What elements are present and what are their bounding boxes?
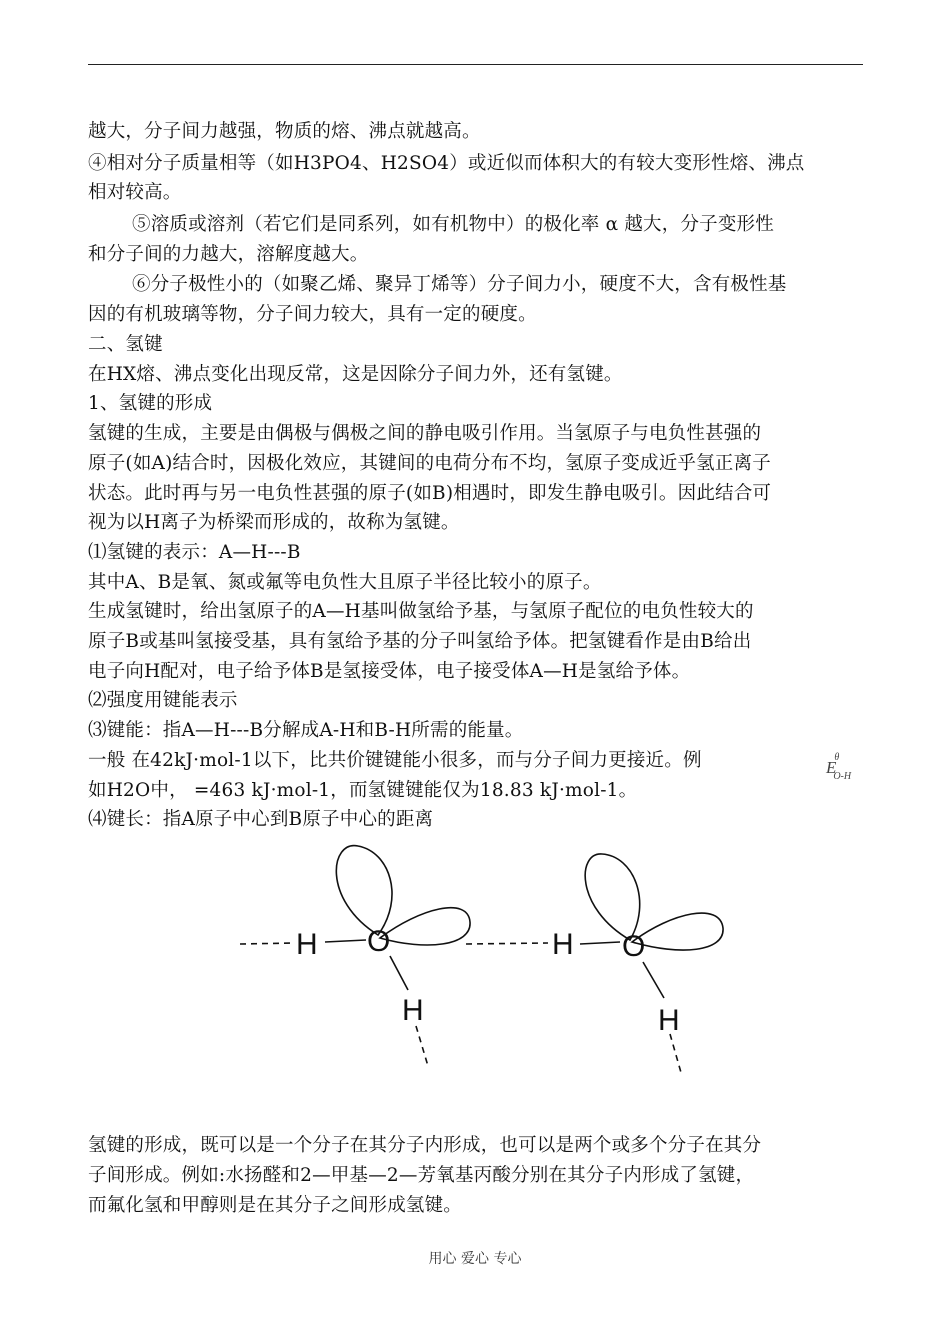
text-line: 原子(如A)结合时，因极化效应，其键间的电荷分布不均，氢原子变成近乎氢正离子: [88, 453, 771, 474]
hbond-dash: [670, 1034, 682, 1076]
text-line: 生成氢键时，给出氢原子的A—H基叫做氢给予基，与氢原子配位的电负性较大的: [88, 601, 754, 622]
text-line: 在HX熔、沸点变化出现反常，这是因除分子间力外，还有氢键。: [88, 364, 623, 385]
text-line: 视为以H离子为桥梁而形成的，故称为氢键。: [88, 512, 460, 533]
text-line: 因的有机玻璃等物，分子间力较大，具有一定的硬度。: [88, 304, 537, 325]
text-line: 一般 在42kJ·mol-1以下，比共价键键能小很多，而与分子间力更接近。例: [88, 750, 702, 771]
orbital-lobe: [380, 908, 470, 945]
text-line: 电子向H配对，电子给予体B是氢接受体，电子接受体A—H是氢给予体。: [88, 661, 691, 682]
orbital-lobe: [585, 854, 640, 940]
equation-sub: O-H: [833, 771, 852, 783]
text-line: 子间形成。例如:水扬醛和2—甲基—2—芳氧基丙酸分别在其分子内形成了氢键，: [88, 1165, 755, 1186]
text-line: 如H2O中， =463 kJ·mol-1，而氢键键能仅为18.83 kJ·mol-1。: [88, 780, 638, 801]
equation-sup: θ: [834, 752, 840, 764]
subsection-heading: 1、氢键的形成: [88, 393, 213, 414]
atom-o1: O: [367, 925, 391, 958]
bond-energy-symbol: [826, 752, 859, 783]
covalent-bond: [580, 942, 620, 944]
atom-h3: H: [552, 928, 574, 961]
text-line: 而氟化氢和甲醇则是在其分子之间形成氢键。: [88, 1195, 463, 1216]
atom-h2: H: [402, 994, 424, 1027]
text-line: ⑴氢键的表示：A—H---B: [88, 542, 301, 563]
text-line: 原子B或基叫氢接受基，具有氢给予基的分子叫氢给予体。把氢键看作是由B给出: [88, 631, 752, 652]
text-line: 越大，分子间力越强，物质的熔、沸点就越高。: [88, 121, 481, 142]
section-heading: 二、氢键: [88, 334, 163, 355]
header-rule: [88, 64, 863, 65]
atom-o2: O: [622, 930, 646, 963]
text-line: 其中A、B是氧、氮或氟等电负性大且原子半径比较小的原子。: [88, 572, 602, 593]
covalent-bond: [390, 956, 408, 990]
text-line: ④相对分子质量相等（如H3PO4、H2SO4）或近似而体积大的有较大变形性熔、沸点: [88, 153, 805, 174]
atom-h4: H: [658, 1004, 680, 1037]
atom-h1: H: [296, 928, 318, 961]
text-line: 氢键的生成，主要是由偶极与偶极之间的静电吸引作用。当氢原子与电负性甚强的: [88, 423, 762, 444]
hbond-dash: [466, 943, 548, 944]
text-line: ⑶键能：指A—H---B分解成A-H和B-H所需的能量。: [88, 720, 524, 741]
hydrogen-bond-diagram: [230, 838, 730, 1088]
page-footer: 用心 爱心 专心: [428, 1251, 522, 1267]
equation-base: E: [826, 758, 837, 777]
text-line: ⑥分子极性小的（如聚乙烯、聚异丁烯等）分子间力小，硬度不大，含有极性基: [132, 274, 787, 295]
text-line: 相对较高。: [88, 182, 182, 203]
text-line: ⑵强度用键能表示: [88, 690, 238, 711]
hbond-dash: [240, 943, 295, 944]
hbond-dash: [416, 1026, 428, 1066]
text-line: 氢键的形成，既可以是一个分子在其分子内形成，也可以是两个或多个分子在其分: [88, 1135, 762, 1156]
text-line: 和分子间的力越大，溶解度越大。: [88, 244, 369, 265]
text-line: ⑷键长：指A原子中心到B原子中心的距离: [88, 809, 434, 830]
orbital-lobe: [632, 913, 723, 950]
covalent-bond: [325, 940, 366, 942]
orbital-lobe: [336, 846, 392, 935]
text-line: ⑤溶质或溶剂（若它们是同系列，如有机物中）的极化率 α 越大，分子变形性: [132, 214, 774, 235]
covalent-bond: [643, 962, 664, 998]
text-line: 状态。此时再与另一电负性甚强的原子(如B)相遇时，即发生静电吸引。因此结合可: [88, 483, 772, 504]
